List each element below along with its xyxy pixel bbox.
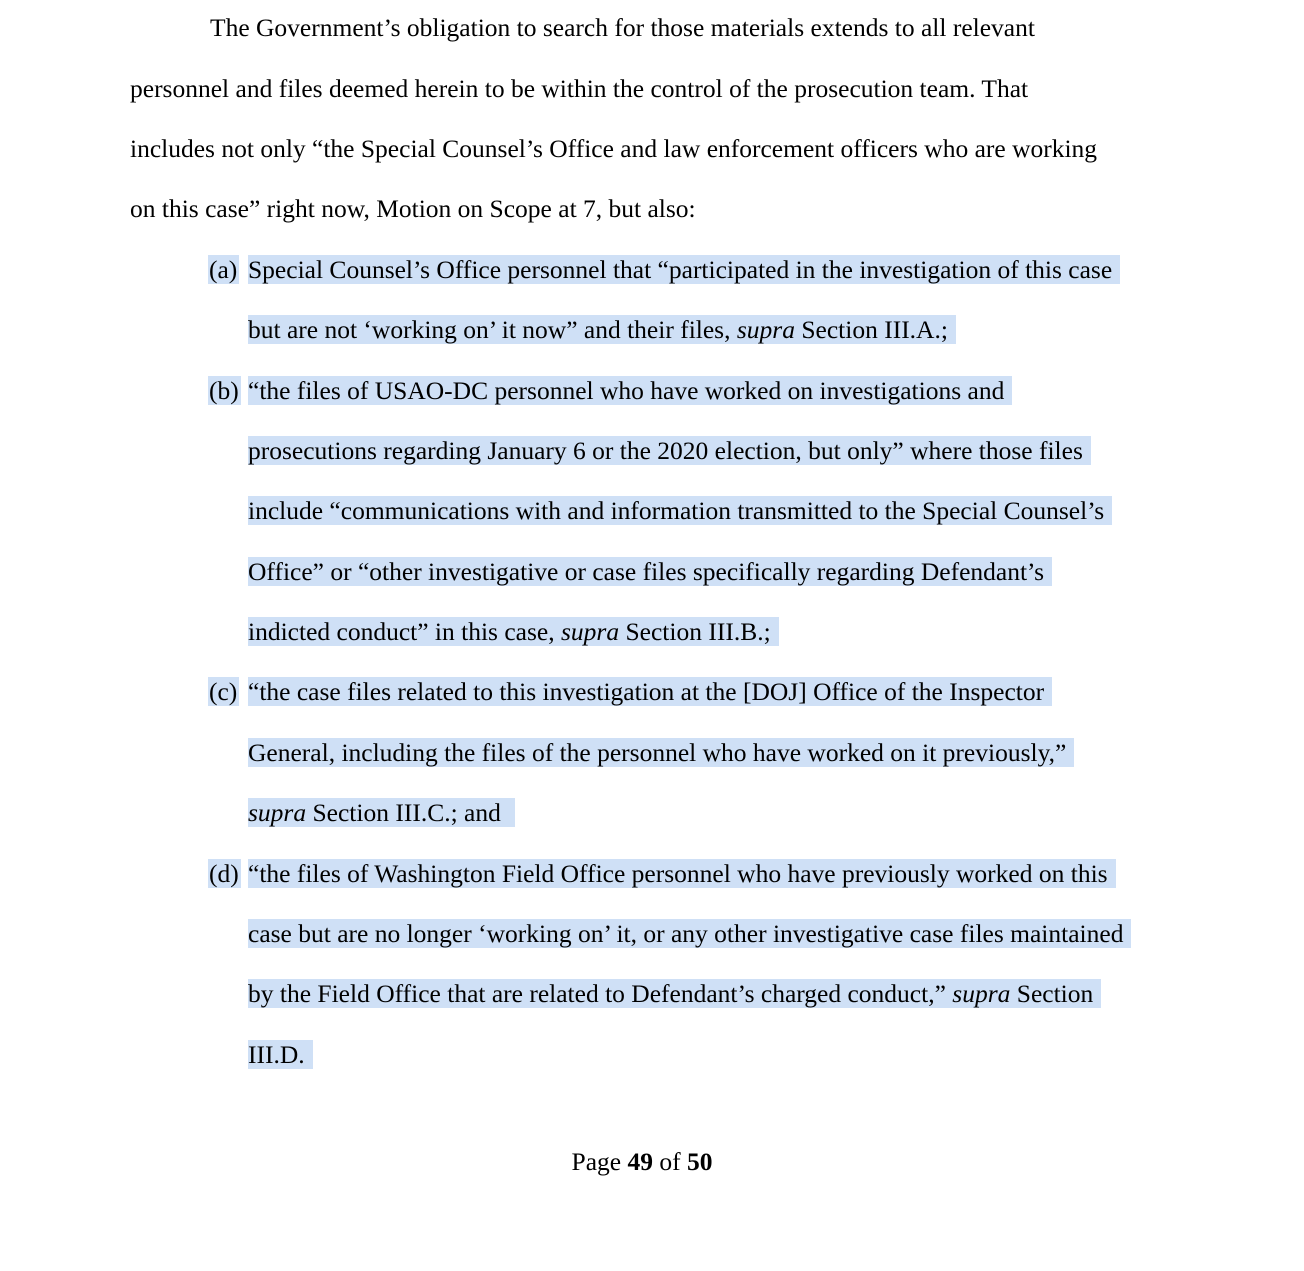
list-item-b-line-3: include “communications with and information transmitted to the Special Counsel’s xyxy=(248,496,1112,526)
citation-signal: supra xyxy=(248,798,307,827)
list-item-d-line-4: III.D. xyxy=(248,1040,313,1070)
total-pages: 50 xyxy=(686,1147,713,1176)
citation-signal: supra xyxy=(952,979,1011,1008)
list-item-b-line-5: indicted conduct” in this case, supra Section III.B.; xyxy=(248,617,779,647)
list-item-d-line-1: “the files of Washington Field Office personnel who have previously worked on this xyxy=(248,859,1116,889)
of-word: of xyxy=(659,1147,681,1176)
list-item-a-line-2: but are not ‘working on’ it now” and their files, supra Section III.A.; xyxy=(248,315,956,345)
list-marker-b: (b) xyxy=(209,376,239,405)
list-item-b-line-1: “the files of USAO-DC personnel who have worked on investigations and xyxy=(248,376,1012,406)
list-item-d-line-3: by the Field Office that are related to Defendant’s charged conduct,” supra Section xyxy=(248,979,1101,1009)
list-item-b-line-4: Office” or “other investigative or case files specifically regarding Defendant’s xyxy=(248,557,1052,587)
page-word: Page xyxy=(571,1147,622,1176)
citation-signal: supra xyxy=(561,617,620,646)
list-item-d-line-2: case but are no longer ‘working on’ it, or any other investigative case files maintained xyxy=(248,919,1131,949)
page-number: 49 xyxy=(627,1147,653,1176)
intro-line-1: The Government’s obligation to search for those materials extends to all relevant xyxy=(210,13,1035,42)
list-item-c-line-3: supra Section III.C.; and xyxy=(248,798,515,828)
page-footer xyxy=(0,1147,1284,1177)
list-marker-d: (d) xyxy=(209,859,239,888)
list-item-c-line-1: “the case files related to this investigation at the [DOJ] Office of the Inspector xyxy=(248,677,1052,707)
list-marker-c: (c) xyxy=(209,677,238,706)
list-item-a-line-1: Special Counsel’s Office personnel that “participated in the investigation of this case xyxy=(248,255,1120,285)
intro-line-2: personnel and files deemed herein to be within the control of the prosecution team. That xyxy=(130,74,1029,103)
intro-line-4: on this case” right now, Motion on Scope at 7, but also: xyxy=(130,194,696,223)
list-marker-a: (a) xyxy=(209,255,238,284)
citation-signal: supra xyxy=(736,315,795,344)
list-item-c-line-2: General, including the files of the personnel who have worked on it previously,” xyxy=(248,738,1074,768)
intro-line-3: includes not only “the Special Counsel’s Office and law enforcement officers who are working xyxy=(130,134,1098,163)
list-item-b-line-2: prosecutions regarding January 6 or the 2020 election, but only” where those files xyxy=(248,436,1091,466)
